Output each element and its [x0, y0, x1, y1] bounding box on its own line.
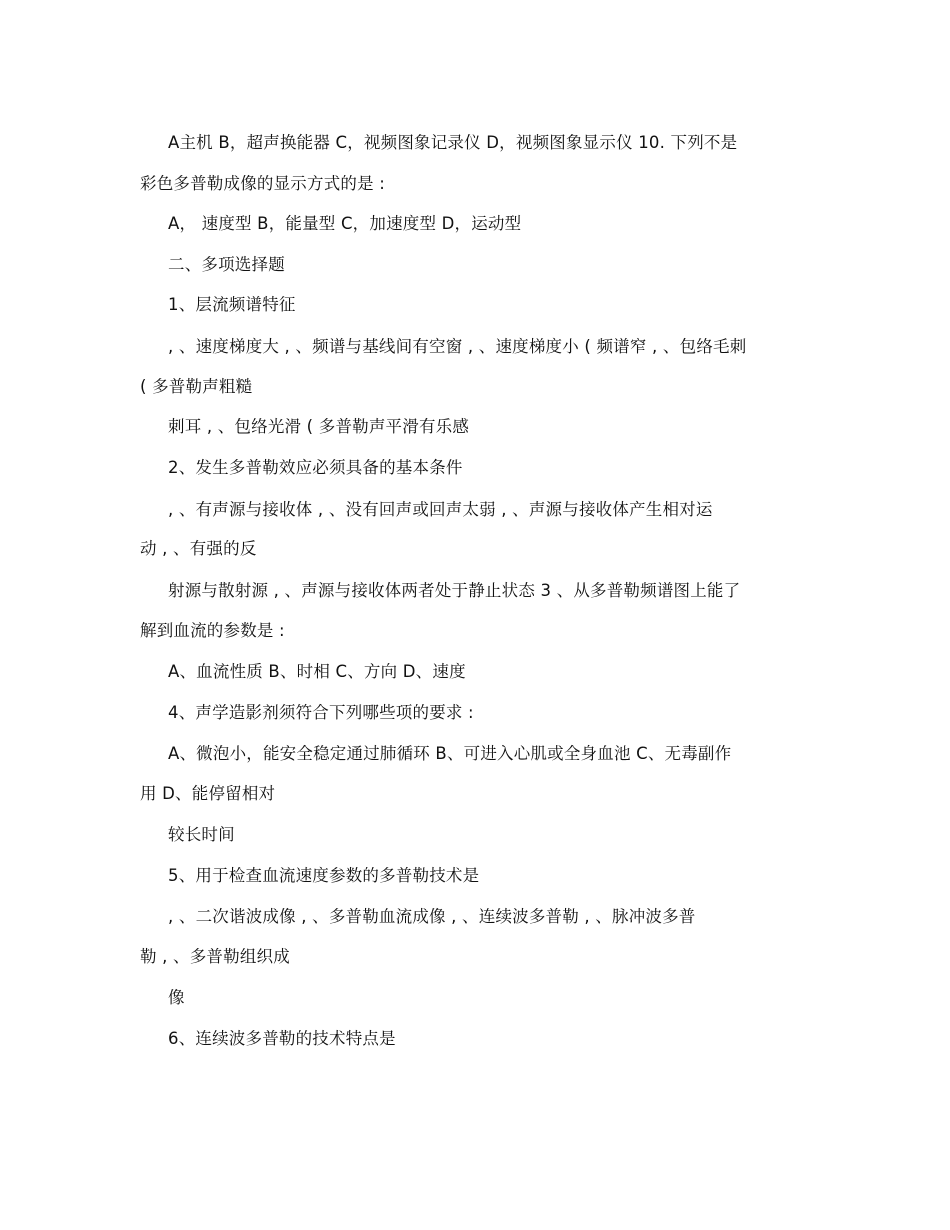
text-line: 动 , 、有强的反: [140, 539, 257, 558]
text-line: 彩色多普勒成像的显示方式的是 :: [140, 174, 386, 193]
text-line: 射源与散射源 , 、声源与接收体两者处于静止状态 3 、从多普勒频谱图上能了: [168, 581, 741, 600]
text-line: , 、二次谐波成像 , 、多普勒血流成像 , 、连续波多普勒 , 、脉冲波多普: [168, 907, 696, 926]
text-line: , 、速度梯度大 , 、频谱与基线间有空窗 , 、速度梯度小 ( 频谱窄 , 、包络毛刺: [168, 337, 747, 356]
question-title: 2、发生多普勒效应必须具备的基本条件: [168, 458, 463, 477]
question-title: 1、层流频谱特征: [168, 295, 296, 314]
text-line: ( 多普勒声粗糙: [140, 377, 253, 396]
text-line: 解到血流的参数是 :: [140, 621, 285, 640]
text-line: A， 速度型 B，能量型 C，加速度型 D，运动型: [168, 214, 522, 233]
section-heading: 二、多项选择题: [168, 255, 285, 274]
text-line: A、微泡小，能安全稳定通过肺循环 B、可进入心肌或全身血池 C、无毒副作: [168, 744, 732, 763]
text-line: 勒 , 、多普勒组织成: [140, 947, 290, 966]
question-title: 4、声学造影剂须符合下列哪些项的要求 :: [168, 703, 474, 722]
text-line: 用 D、能停留相对: [140, 784, 276, 803]
text-line: 刺耳 , 、包络光滑 ( 多普勒声平滑有乐感: [168, 417, 470, 436]
text-line: 较长时间: [168, 825, 235, 844]
text-line: 像: [168, 988, 185, 1007]
text-line: A、血流性质 B、时相 C、方向 D、速度: [168, 662, 466, 681]
question-title: 5、用于检查血流速度参数的多普勒技术是: [168, 866, 480, 885]
text-line: A主机 B，超声换能器 C，视频图象记录仪 D，视频图象显示仪 10. 下列不是: [168, 133, 738, 152]
question-title: 6、连续波多普勒的技术特点是: [168, 1029, 396, 1048]
text-line: , 、有声源与接收体 , 、没有回声或回声太弱 , 、声源与接收体产生相对运: [168, 500, 713, 519]
